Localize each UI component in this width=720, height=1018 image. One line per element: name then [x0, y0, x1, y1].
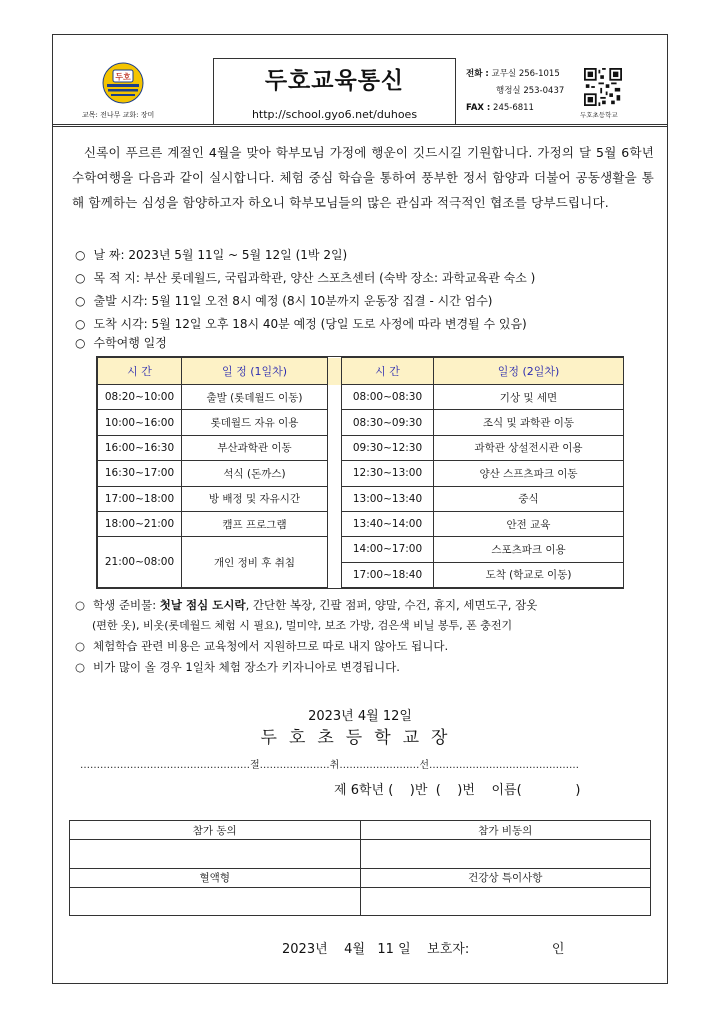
supplies-rest: , 간단한 복장, 긴팔 점퍼, 양말, 수건, 휴지, 세면도구, 잠옷	[245, 598, 538, 612]
info-arrival	[75, 315, 527, 332]
bullet-circle: ○	[75, 271, 86, 285]
contact-info	[466, 66, 564, 117]
day1-time: 21:00~08:00	[98, 537, 182, 588]
col-time-1: 시 간	[98, 358, 182, 385]
newsletter-title: 두호교육통신	[264, 68, 405, 94]
schedule-header-row	[98, 358, 624, 385]
blood-type-field[interactable]	[70, 887, 361, 916]
phone-office: 교무실 256-1015	[491, 69, 560, 79]
bullet-circle: ○	[75, 336, 86, 350]
table-row	[98, 486, 624, 511]
day2-event: 과학관 상설전시관 이용	[434, 435, 624, 460]
day1-event: 석식 (돈까스)	[182, 461, 328, 486]
cost-text: 체험학습 관련 비용은 교육청에서 지원하므로 따로 내지 않아도 됩니다.	[93, 639, 449, 653]
day2-event: 안전 교육	[434, 511, 624, 536]
day2-event: 양산 스프츠파크 이동	[434, 461, 624, 486]
day1-event: 캠프 프로그램	[182, 511, 328, 536]
info-date-text: 날 짜: 2023년 5월 11일 ~ 5월 12일 (1박 2일)	[93, 248, 348, 262]
table-row	[98, 537, 624, 562]
note-supplies	[75, 597, 537, 613]
note-supplies-line2: (편한 옷), 비옷(롯데월드 체험 시 필요), 멀미약, 보조 가방, 검은색 비닐 봉투, 폰 충전기	[92, 619, 513, 632]
day1-event: 롯데월드 자유 이용	[182, 410, 328, 435]
day2-time: 14:00~17:00	[342, 537, 434, 562]
info-schedule-text: 수학여행 일정	[93, 336, 167, 350]
day1-event: 출발 (롯데월드 이동)	[182, 385, 328, 410]
table-row	[98, 410, 624, 435]
day1-time: 16:30~17:00	[98, 461, 182, 486]
health-notes-field[interactable]	[360, 887, 651, 916]
school-url[interactable]: http://school.gyo6.net/duhoes	[251, 108, 418, 121]
disagree-label: 참가 비동의	[360, 821, 651, 840]
qr-caption: 두호초등학교	[580, 111, 618, 119]
table-row	[98, 435, 624, 460]
blood-type-label: 혈액형	[70, 868, 361, 887]
info-schedule-title	[75, 334, 167, 351]
day1-time: 17:00~18:00	[98, 486, 182, 511]
fax-label: FAX :	[466, 103, 491, 113]
student-info-line[interactable]: 제 6학년 ( )반 ( )번 이름( )	[334, 783, 581, 798]
qr-code-icon[interactable]	[584, 68, 622, 106]
day2-event: 스포츠파크 이용	[434, 537, 624, 562]
table-row	[98, 461, 624, 486]
day2-time: 13:00~13:40	[342, 486, 434, 511]
bullet-circle: ○	[75, 294, 86, 308]
bullet-circle: ○	[75, 598, 86, 612]
health-notes-label: 건강상 특이사항	[360, 868, 651, 887]
supplies-prefix: 학생 준비물:	[93, 598, 160, 612]
day2-event: 조식 및 과학관 이동	[434, 410, 624, 435]
note-rain	[75, 659, 400, 675]
day1-time: 08:20~10:00	[98, 385, 182, 410]
info-destination-text: 목 적 지: 부산 롯데월드, 국립과학관, 양산 스포츠센터 (숙박 장소: 과학교육관 숙소 )	[93, 271, 536, 285]
day2-event: 도착 (학교로 이동)	[434, 562, 624, 587]
school-logo	[102, 62, 144, 104]
day1-event: 부산과학관 이동	[182, 435, 328, 460]
consent-table	[69, 820, 651, 916]
col-day1: 일 정 (1일차)	[182, 358, 328, 385]
info-arrival-text: 도착 시각: 5월 12일 오후 18시 40분 예정 (당일 도로 사정에 따라 변경될 수 있음)	[93, 317, 527, 331]
day2-event: 중식	[434, 486, 624, 511]
day2-time: 08:00~08:30	[342, 385, 434, 410]
info-departure	[75, 292, 492, 309]
agree-label: 참가 동의	[70, 821, 361, 840]
fax-number: 245-6811	[493, 103, 534, 113]
school-motto: 교목: 전나무 교화: 장미	[82, 111, 155, 119]
table-row	[98, 511, 624, 536]
intro-paragraph: 신록이 푸르른 계절인 4월을 맞아 학부모님 가정에 행운이 깃드시길 기원합니다. 가정의 달 5월 6학년 수학여행을 다음과 같이 실시합니다. 체험 중심 학습을 통하여 풍부한 정서 함양과 더불어 공동생활을 통해 함께하는 심성을 함양하고자 하오니 학부모님들의 많은 관심과 적극적인 협조를 당부드립니다.	[72, 145, 654, 210]
supplies-lunch: 첫날 점심 도시락	[159, 598, 246, 612]
info-date	[75, 246, 347, 263]
day2-time: 17:00~18:40	[342, 562, 434, 587]
bullet-circle: ○	[75, 317, 86, 331]
guardian-signature-line[interactable]: 2023년 4월 11 일 보호자: 인	[282, 942, 565, 957]
day2-time: 08:30~09:30	[342, 410, 434, 435]
rain-text: 비가 많이 올 경우 1일차 체험 장소가 키자니아로 변경됩니다.	[93, 660, 400, 674]
cut-line: ……………………………………………절…………………취……………………선………………………………………	[80, 760, 579, 771]
day1-event: 방 배정 및 자유시간	[182, 486, 328, 511]
schedule-table	[96, 356, 624, 589]
bullet-circle: ○	[75, 660, 86, 674]
info-departure-text: 출발 시각: 5월 11일 오전 8시 예정 (8시 10분까지 운동장 집결 - 시간 엄수)	[93, 294, 493, 308]
agree-box[interactable]	[70, 840, 361, 869]
note-cost	[75, 638, 448, 654]
day1-event: 개인 정비 후 취침	[182, 537, 328, 588]
issue-date: 2023년 4월 12일	[308, 709, 412, 724]
day2-time: 13:40~14:00	[342, 511, 434, 536]
day2-event: 기상 및 세면	[434, 385, 624, 410]
bullet-circle: ○	[75, 639, 86, 653]
col-day2: 일정 (2일차)	[434, 358, 624, 385]
phone-admin: 행정실 253-0437	[496, 86, 565, 96]
disagree-box[interactable]	[360, 840, 651, 869]
day2-time: 12:30~13:00	[342, 461, 434, 486]
phone-label: 전화 :	[466, 69, 489, 79]
day2-time: 09:30~12:30	[342, 435, 434, 460]
principal-title: 두호초등학교장	[260, 728, 460, 748]
info-destination	[75, 269, 535, 286]
bullet-circle: ○	[75, 248, 86, 262]
header-divider	[52, 124, 668, 127]
table-row	[98, 385, 624, 410]
logo-text: 두호	[115, 72, 131, 82]
day1-time: 16:00~16:30	[98, 435, 182, 460]
col-time-2: 시 간	[342, 358, 434, 385]
day1-time: 10:00~16:00	[98, 410, 182, 435]
day1-time: 18:00~21:00	[98, 511, 182, 536]
